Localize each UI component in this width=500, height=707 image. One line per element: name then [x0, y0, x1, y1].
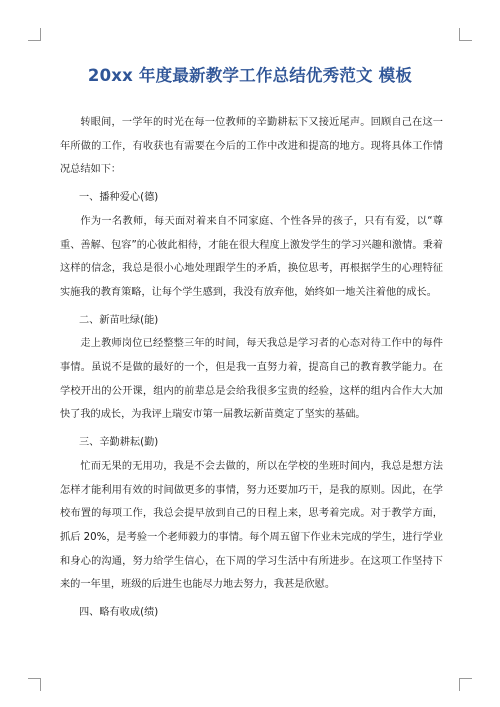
document-title: 20xx 年度最新教学工作总结优秀范文 模板 [87, 66, 413, 85]
intro-paragraph: 转眼间，一学年的时光在每一位教师的辛勤耕耘下又接近尾声。回顾自己在这一年所做的工作，有收获也有需要在今后的工作中改进和提高的地方。现将具体工作情况总结如下： [60, 117, 443, 176]
crop-mark-top-right [459, 28, 472, 41]
section-paragraph-1: 作为一名教师，每天面对着来自不同家庭、个性各异的孩子，只有有爱，以“尊重、善解、包容”的心彼此相待，才能在很大程度上激发学生的学习兴趣和激情。秉着这样的信念，我总是很小心地处理跟学生的矛盾，换位思考，再根据学生的心理特征实施我的教育策略，让每个学生感到，我没有放弃他，始终如一地关注着他的成长。 [60, 215, 443, 298]
section-heading-1: 一、播种爱心(德) [79, 192, 159, 204]
section-heading-3: 三、辛勤耕耘(勤) [79, 437, 159, 449]
crop-mark-bottom-left [28, 678, 41, 691]
section-paragraph-3: 忙而无果的无用功，我是不会去做的，所以在学校的坐班时间内，我总是想方法怎样才能利用有效的时间做更多的事情，努力还要加巧干，是我的原则。因此，在学校布置的每项工作，我总会提早放到自己的日程上来，思考着完成。对于教学方面，抓后 20%，是考验一个老师毅力的事情。每个周五留下作业未完成的学生，进行学业和身心的沟通，努力给学生信心，在下周的学习生活中有所进步。在这项工作坚持下来的一年里，班级的后进生也能尽力地去努力，我甚是欣慰。 [60, 460, 443, 591]
section-heading-4: 四、略有收成(绩) [79, 607, 159, 619]
document-body [60, 111, 443, 625]
crop-mark-bottom-right [459, 678, 472, 691]
section-paragraph-2: 走上教师岗位已经整整三年的时间，每天我总是学习者的心态对待工作中的每件事情。虽说不是做的最好的一个，但是我一直努力着，提高自己的教育教学能力。在学校开出的公开课，组内的前辈总是会给我很多宝贵的经验，这样的组内合作大大加快了我的成长，为我评上瑞安市第一届教坛新苗奠定了坚实的基础。 [60, 338, 443, 421]
crop-mark-top-left [28, 28, 41, 41]
section-heading-2: 二、新苗吐绿(能) [79, 314, 159, 326]
